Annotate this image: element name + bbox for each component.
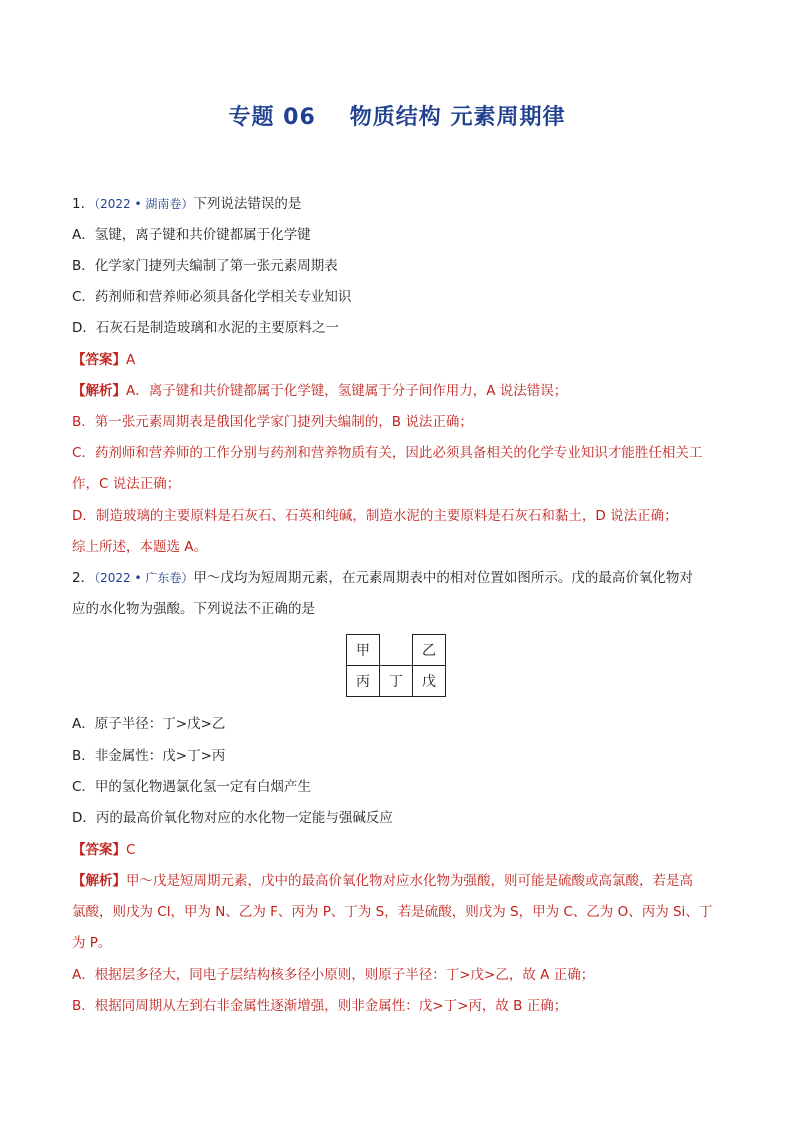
table-cell-empty: [380, 635, 413, 666]
analysis-text: 根据同周期从左到右非金属性逐渐增强，则非金属性：戊>丁>丙，故 B 正确；: [94, 998, 568, 1014]
q1-option-c: C．药剂师和营养师必须具备化学相关专业知识: [72, 289, 352, 305]
q2-analysis-line-2: [72, 902, 732, 922]
periodic-position-table: [346, 634, 446, 697]
q1-answer: [72, 350, 732, 370]
q1-answer-value: A: [126, 352, 136, 368]
analysis-text: 氯酸，则戊为 Cl，甲为 N、乙为 F、丙为 P、丁为 S，若是硫酸，则戊为 S，甲为 C、乙为 O、丙为 Si、丁: [72, 904, 713, 920]
q1-analysis-line-3: [72, 443, 732, 463]
q2-stem: [72, 568, 732, 588]
q2-answer: [72, 840, 732, 860]
q2-analysis-line-5: [72, 996, 732, 1016]
q1-answer-tag: 【答案】: [72, 352, 126, 368]
q2-analysis-line-4: [72, 965, 732, 985]
table-row: [347, 666, 446, 697]
q1-analysis-line-2: [72, 412, 732, 432]
q2-option-c: C．甲的氢化物遇氯化氢一定有白烟产生: [72, 779, 311, 795]
table-cell: 丙: [347, 666, 380, 697]
table-cell: 戊: [413, 666, 446, 697]
analysis-text: 为 P。: [72, 935, 112, 951]
q1-option-a: A．氢键，离子键和共价键都属于化学键: [72, 227, 311, 243]
q2-stem-line1: 甲～戊均为短周期元素，在元素周期表中的相对位置如图所示。戊的最高价氧化物对: [193, 570, 693, 586]
q1-source: （2022 • 湖南卷）: [94, 197, 194, 211]
analysis-text: 制造玻璃的主要原料是石灰石、石英和纯碱，制造水泥的主要原料是石灰石和黏土，D 说法正确；: [95, 508, 678, 524]
q2-option-a: A．原子半径：丁>戊>乙: [72, 716, 226, 732]
q2-analysis-line-1: [72, 871, 732, 891]
analysis-text: 第一张元素周期表是俄国化学家门捷列夫编制的，B 说法正确；: [94, 414, 473, 430]
q1-option-d: D．石灰石是制造玻璃和水泥的主要原料之一: [72, 320, 339, 336]
analysis-letter: B．: [72, 414, 95, 430]
analysis-text: 离子键和共价键都属于化学键，氢键属于分子间作用力，A 说法错误；: [148, 383, 568, 399]
q2-option-b: B．非金属性：戊>丁>丙: [72, 748, 226, 764]
q2-option-d: D．丙的最高价氧化物对应的水化物一定能与强碱反应: [72, 810, 393, 826]
q2-answer-tag: 【答案】: [72, 842, 126, 858]
analysis-letter: C．: [72, 445, 95, 461]
q1-stem: [72, 194, 732, 214]
q2-analysis-line-3: [72, 933, 732, 953]
page-title: [0, 100, 794, 131]
q2-number: 2．: [72, 570, 95, 586]
q2-stem-line2: 应的水化物为强酸。下列说法不正确的是: [72, 601, 315, 617]
table-row: [347, 635, 446, 666]
q2-analysis-tag: 【解析】: [72, 873, 126, 889]
analysis-letter: A．: [126, 383, 149, 399]
q1-analysis-line-6: [72, 537, 732, 557]
q1-analysis-tag: 【解析】: [72, 383, 126, 399]
q1-number: 1．: [72, 196, 95, 212]
analysis-letter: D．: [72, 508, 96, 524]
q1-stem-text: 下列说法错误的是: [193, 196, 302, 212]
title-part1: 专题 06: [228, 105, 316, 130]
title-part2: 物质结构 元素周期律: [349, 105, 566, 130]
q1-analysis-line-4: [72, 474, 732, 494]
analysis-text: 根据层多径大，同电子层结构核多径小原则，则原子半径：丁>戊>乙，故 A 正确；: [94, 967, 595, 983]
table-cell: 乙: [413, 635, 446, 666]
analysis-text: 综上所述，本题选 A。: [72, 539, 208, 555]
analysis-letter: A．: [72, 967, 95, 983]
table-cell: 甲: [347, 635, 380, 666]
analysis-text: 甲～戊是短周期元素，戊中的最高价氧化物对应水化物为强酸，则可能是硫酸或高氯酸，若是高: [126, 873, 693, 889]
q1-analysis-line-1: [72, 381, 732, 401]
table-cell: 丁: [380, 666, 413, 697]
analysis-letter: B．: [72, 998, 95, 1014]
analysis-text: 作，C 说法正确；: [72, 476, 181, 492]
q1-analysis-line-5: [72, 506, 732, 526]
q1-option-b: B．化学家门捷列夫编制了第一张元素周期表: [72, 258, 338, 274]
q2-answer-value: C: [126, 842, 136, 858]
q2-source: （2022 • 广东卷）: [94, 571, 194, 585]
analysis-text: 药剂师和营养师的工作分别与药剂和营养物质有关，因此必须具备相关的化学专业知识才能胜任相关工: [94, 445, 703, 461]
